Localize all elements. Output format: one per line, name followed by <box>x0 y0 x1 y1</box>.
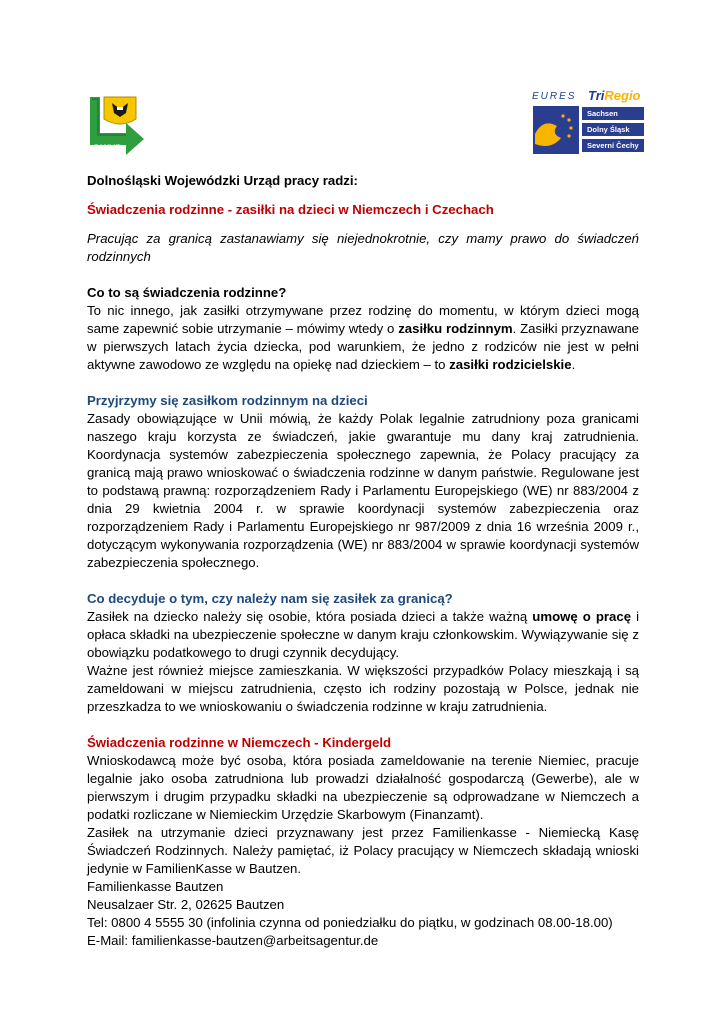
dwup-logo <box>86 93 148 159</box>
trireg-logo-text <box>588 88 641 103</box>
address-line-street: Neusalzaer Str. 2, 02625 Bautzen <box>87 897 285 912</box>
section-heading-kindergeld: Świadczenia rodzinne w Niemczech - Kindergeld <box>87 735 392 750</box>
trireg-regio: Regio <box>604 88 641 103</box>
section-paragraph-family-allowances: Zasady obowiązujące w Unii mówią, że każdy Polak legalnie zatrudniony poza granicami naszego kraju korzysta ze świadczeń, jakie gwarantuje mu dany kraj zatrudnienia. Koordynacja systemów zabezpieczenia społecznego zapewnia, że Polacy pracujący za granicą mają prawo wnioskować o świadczenia rodzinne w danym państwie. Regulowane jest to podstawą prawną: rozporządzeniem Rady i Parlamentu Europejskiego (WE) nr 883/2004 z dnia 29 kwietnia 2004 r. w sprawie koordynacji systemów zabezpieczenia oraz rozporządzeniem Rady i Parlamentu Europejskiego nr 987/2009 z dnia 16 września 2009 r., dotyczącym wykonywania rozporządzenia (WE) nr 883/2004 w sprawie koordynacji systemów zabezpieczenia społecznego. <box>87 411 639 570</box>
section-heading-eligibility: Co decyduje o tym, czy należy nam się zasiłek za granicą? <box>87 591 453 606</box>
dwup-logo-text: DWUP <box>94 143 122 153</box>
eures-logo-text: EURES <box>532 91 577 102</box>
eures-trireg-logo <box>529 88 644 159</box>
text-run: . <box>571 357 576 372</box>
section-paragraph-applicant: Wnioskodawcą może być osoba, która posiada zameldowanie na terenie Niemiec, pracuje legalnie jako osoba zatrudniona lub prowadzi działalność gospodarczą (Gewerbe), ale w pierwszym i drugim przypadku składki na ubezpieczenie są odprowadzane w Niemczech a podatki rozliczane w Niemieckim Urzędzie Skarbowym (Finanzamt). <box>87 753 639 822</box>
document-title: Świadczenia rodzinne - zasiłki na dzieci w Niemczech i Czechach <box>87 202 494 217</box>
contact-email: E-Mail: familienkasse-bautzen@arbeitsagentur.de <box>87 933 379 948</box>
bold-term-employment-contract: umowę o pracę <box>532 609 632 624</box>
trireg-tri: Tri <box>588 88 605 103</box>
section-paragraph-what-are-benefits <box>87 302 639 374</box>
text-run: Zasiłek na dziecko należy się osobie, która posiada dzieci a także ważną <box>87 609 533 624</box>
intro-paragraph: Pracując za granicą zastanawiamy się niejednokrotnie, czy mamy prawo do świadczeń rodzinnych <box>87 231 639 264</box>
region-severni-cechy: Severní Čechy <box>582 139 644 152</box>
text-run: To nic innego, jak zasiłki otrzymywane przez rodzinę do momentu, w którym dzieci mogą same zapewnić sobie utrzymanie – mówimy wtedy o <box>87 303 639 336</box>
address-line-name: Familienkasse Bautzen <box>87 879 224 894</box>
office-header: Dolnośląski Wojewódzki Urząd pracy radzi: <box>87 173 358 188</box>
section-paragraph-eligibility <box>87 608 639 662</box>
eures-hands-icon <box>531 104 581 156</box>
document-body <box>87 172 639 950</box>
dwup-logo-graphic <box>86 93 148 159</box>
text-run: . Zasiłki przyznawane w pierwszych latach życia dziecka, pod warunkiem, że jedno z rodziców nie jest w pełni aktywne zawodowo ze względu na opiekę nad dzieckiem – to <box>87 321 640 372</box>
section-heading-family-allowances: Przyjrzymy się zasiłkom rodzinnym na dzieci <box>87 393 368 408</box>
bold-term-parental-allowance: zasiłki rodzicielskie <box>449 357 572 372</box>
section-paragraph-familienkasse: Zasiłek na utrzymanie dzieci przyznawany jest przez Familienkasse - Niemiecką Kasę Świadczeń Rodzinnych. Należy pamiętać, iż Polacy pracujący w Niemczech składają wnioski jedynie w FamilienKasse w Bautzen. <box>87 825 639 876</box>
region-sachsen: Sachsen <box>582 107 644 120</box>
bold-term-family-allowance: zasiłku rodzinnym <box>398 321 513 336</box>
section-paragraph-residence: Ważne jest również miejsce zamieszkania. W większości przypadków Polacy mieszkają i są zameldowani w miejscu zatrudnienia, często ich rodziny pozostają w Polsce, jednak nie przeszkadza to we wnioskowaniu o świadczenia rodzinne w kraju zatrudnienia. <box>87 663 639 714</box>
region-dolny-slask: Dolny Śląsk <box>582 123 644 136</box>
text-run: i opłaca składki na ubezpieczenie społeczne w danym kraju członkowskim. Wywiązywanie się z obowiązku podatkowego to drugi czynnik decydujący. <box>87 609 639 660</box>
section-heading-what-are-benefits: Co to są świadczenia rodzinne? <box>87 285 287 300</box>
contact-phone: Tel: 0800 4 5555 30 (infolinia czynna od poniedziałku do piątku, w godzinach 08.00-18.00) <box>87 915 613 930</box>
